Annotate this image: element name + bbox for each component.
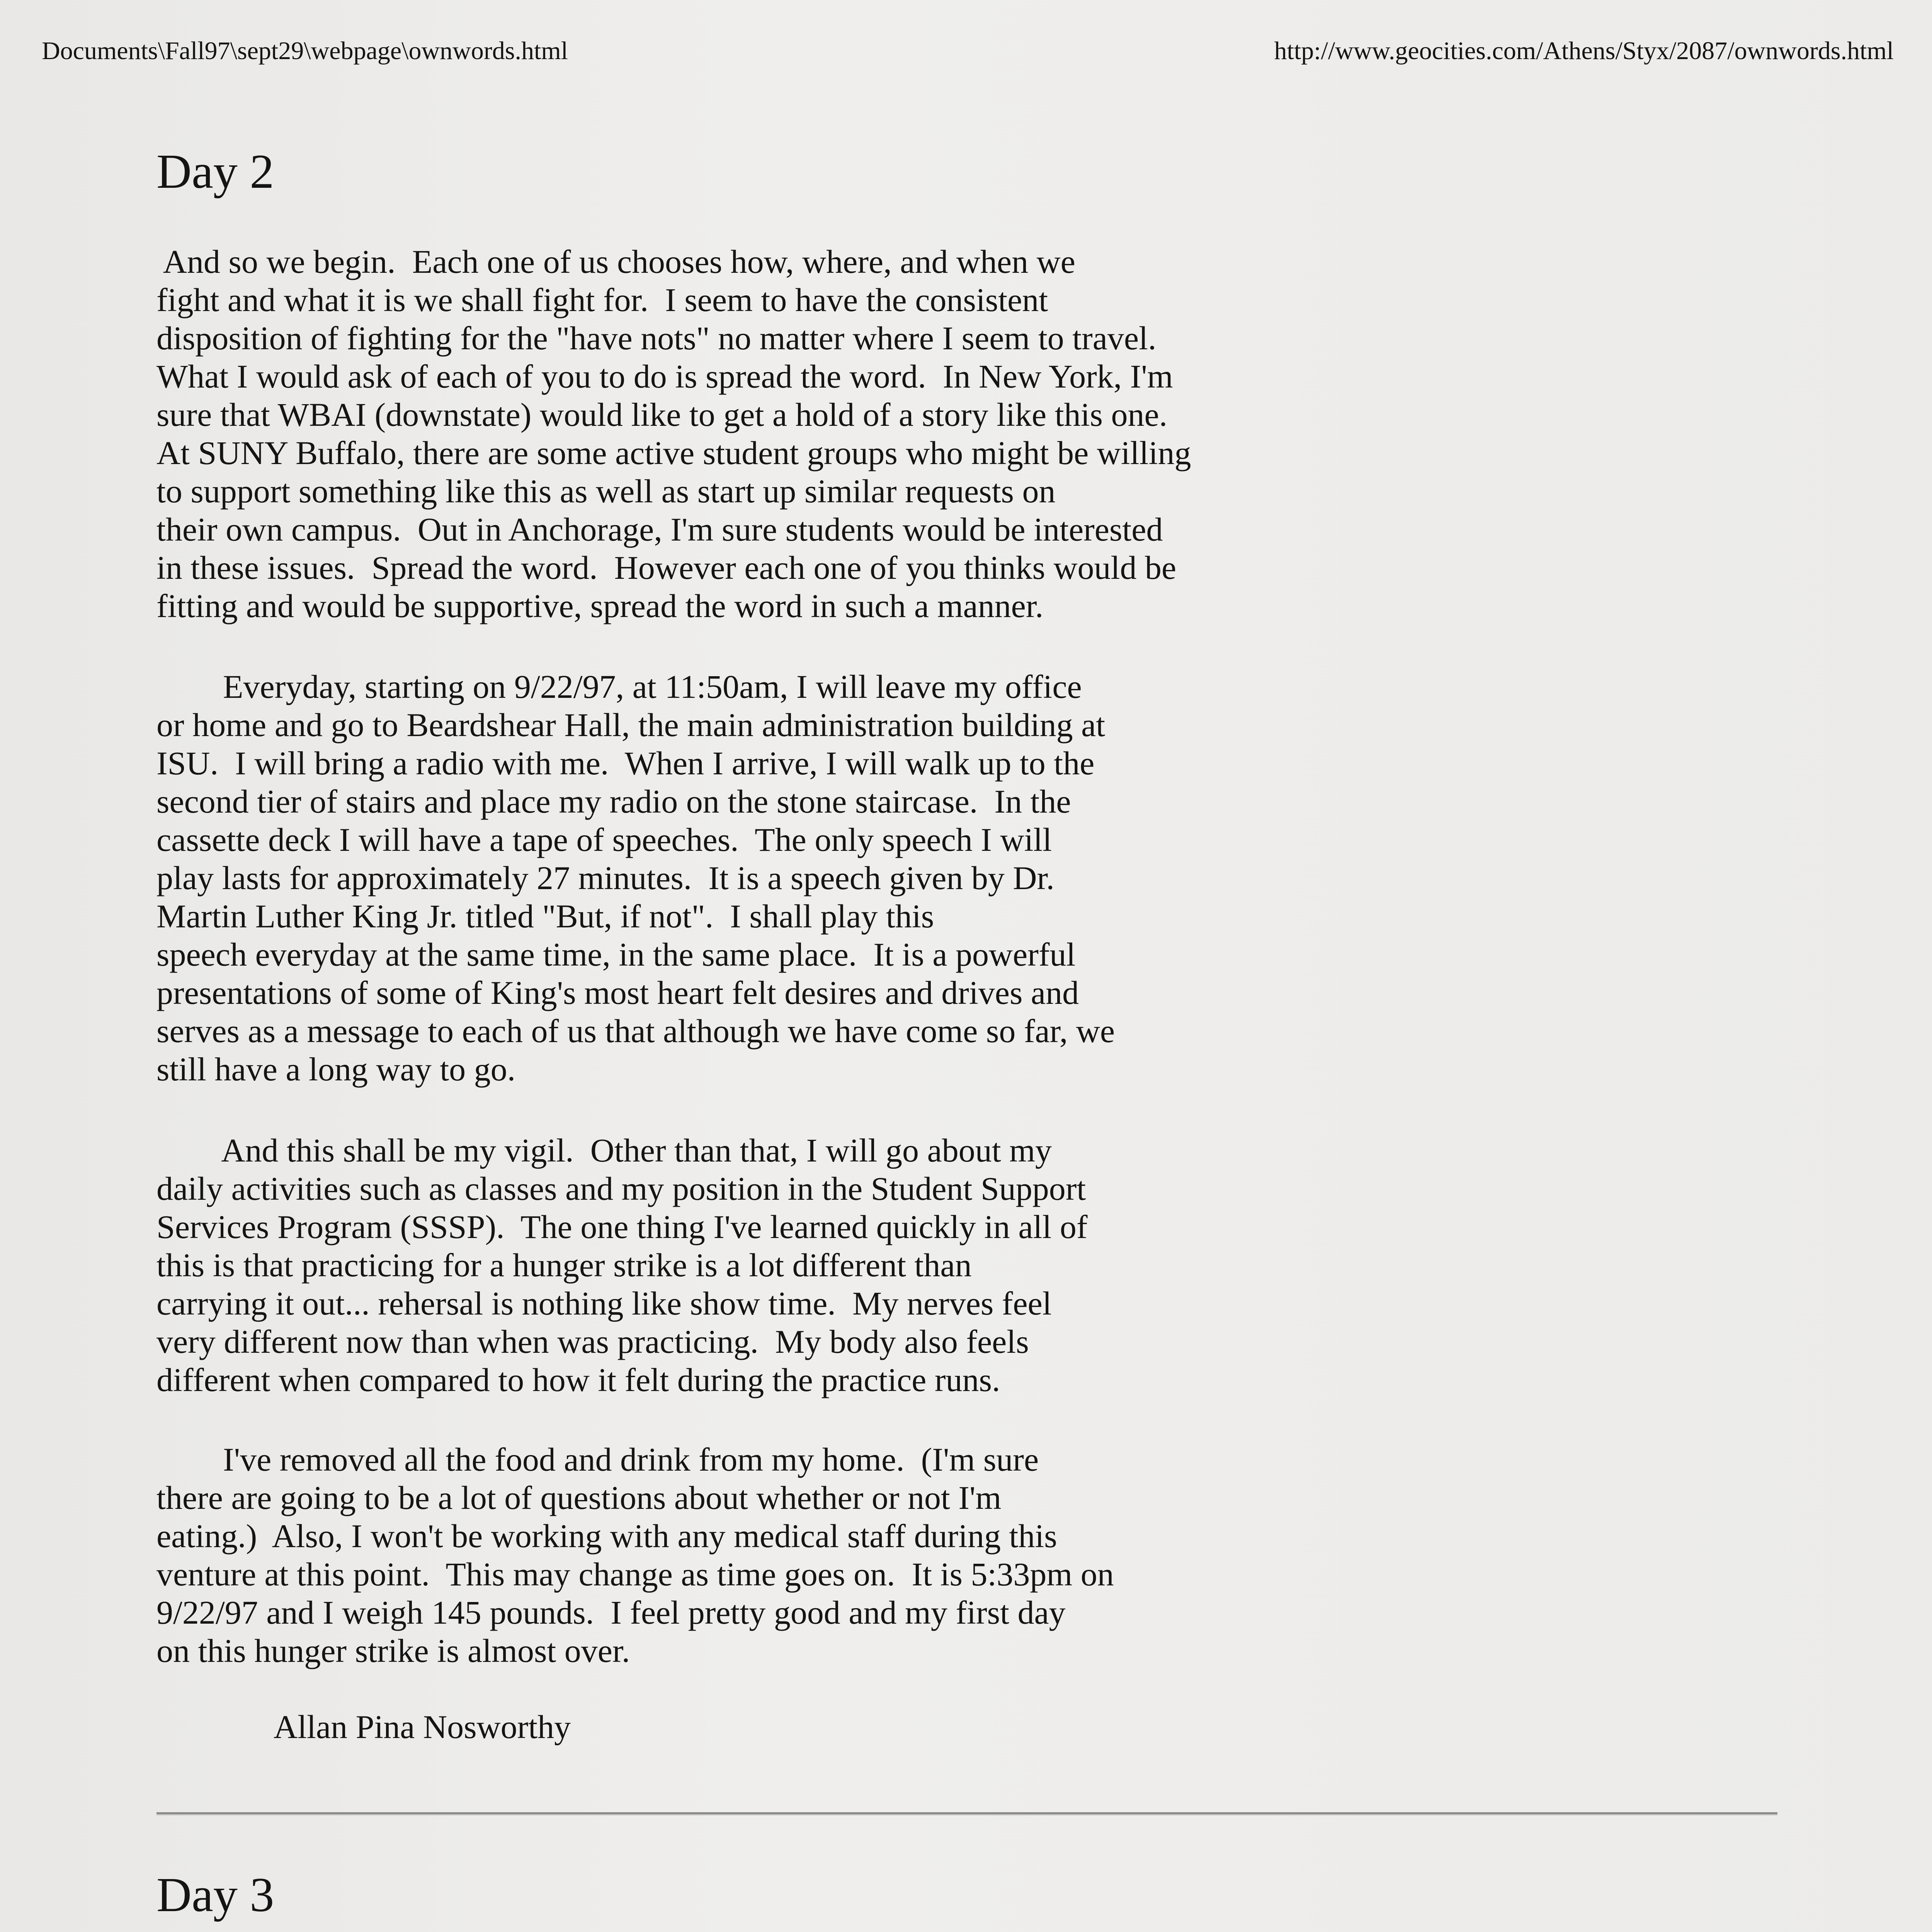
text-line: on this hunger strike is almost over.: [156, 1632, 630, 1669]
day2-paragraph-2: [156, 668, 1115, 1088]
text-line: to support something like this as well as start up similar requests on: [156, 473, 1056, 510]
text-line: At SUNY Buffalo, there are some active student groups who might be willing: [156, 434, 1191, 471]
text-line: What I would ask of each of you to do is spread the word. In New York, I'm: [156, 358, 1173, 395]
text-line: fight and what it is we shall fight for. I seem to have the consistent: [156, 281, 1048, 318]
text-line: disposition of fighting for the "have nots" no matter where I seem to travel.: [156, 320, 1156, 357]
text-line: this is that practicing for a hunger strike is a lot different than: [156, 1247, 972, 1284]
text-line: presentations of some of King's most heart felt desires and drives and: [156, 974, 1079, 1011]
text-line: And this shall be my vigil. Other than that, I will go about my: [156, 1132, 1052, 1169]
text-line: carrying it out... rehersal is nothing like show time. My nerves feel: [156, 1285, 1052, 1322]
text-line: their own campus. Out in Anchorage, I'm sure students would be interested: [156, 511, 1163, 548]
text-line: different when compared to how it felt during the practice runs.: [156, 1361, 1000, 1398]
text-line: daily activities such as classes and my position in the Student Support: [156, 1170, 1086, 1207]
day2-paragraph-3: [156, 1131, 1088, 1399]
text-line: I've removed all the food and drink from my home. (I'm sure: [156, 1441, 1039, 1478]
text-line: And so we begin. Each one of us chooses how, where, and when we: [156, 243, 1075, 280]
text-line: serves as a message to each of us that although we have come so far, we: [156, 1012, 1115, 1049]
day2-heading: Day 2: [156, 145, 274, 199]
text-line: play lasts for approximately 27 minutes. It is a speech given by Dr.: [156, 859, 1054, 896]
text-line: venture at this point. This may change as time goes on. It is 5:33pm on: [156, 1556, 1114, 1593]
text-line: fitting and would be supportive, spread the word in such a manner.: [156, 587, 1044, 624]
text-line: 9/22/97 and I weigh 145 pounds. I feel pretty good and my first day: [156, 1594, 1066, 1631]
text-line: sure that WBAI (downstate) would like to get a hold of a story like this one.: [156, 396, 1168, 433]
text-line: ISU. I will bring a radio with me. When I arrive, I will walk up to the: [156, 745, 1095, 782]
text-line: in these issues. Spread the word. However each one of you thinks would be: [156, 549, 1177, 586]
text-line: speech everyday at the same time, in the same place. It is a powerful: [156, 936, 1076, 973]
header-url: http://www.geocities.com/Athens/Styx/2087/ownwords.html: [1274, 37, 1894, 65]
day2-signature: Allan Pina Nosworthy: [274, 1708, 571, 1745]
text-line: cassette deck I will have a tape of speeches. The only speech I will: [156, 821, 1052, 858]
section-divider: [156, 1812, 1777, 1815]
text-line: or home and go to Beardshear Hall, the main administration building at: [156, 706, 1105, 743]
text-line: Martin Luther King Jr. titled "But, if not". I shall play this: [156, 898, 934, 935]
day3-heading: Day 3: [156, 1868, 274, 1922]
text-line: very different now than when was practicing. My body also feels: [156, 1323, 1029, 1360]
text-line: second tier of stairs and place my radio on the stone staircase. In the: [156, 783, 1071, 820]
text-line: still have a long way to go.: [156, 1051, 516, 1088]
day2-paragraph-1: [156, 243, 1191, 625]
text-line: Services Program (SSSP). The one thing I've learned quickly in all of: [156, 1208, 1088, 1245]
text-line: eating.) Also, I won't be working with any medical staff during this: [156, 1517, 1057, 1554]
text-line: there are going to be a lot of questions about whether or not I'm: [156, 1479, 1002, 1516]
header-file-path: Documents\Fall97\sept29\webpage\ownwords.html: [42, 37, 568, 65]
text-line: Everyday, starting on 9/22/97, at 11:50am, I will leave my office: [156, 668, 1082, 705]
day2-paragraph-4: [156, 1440, 1114, 1670]
